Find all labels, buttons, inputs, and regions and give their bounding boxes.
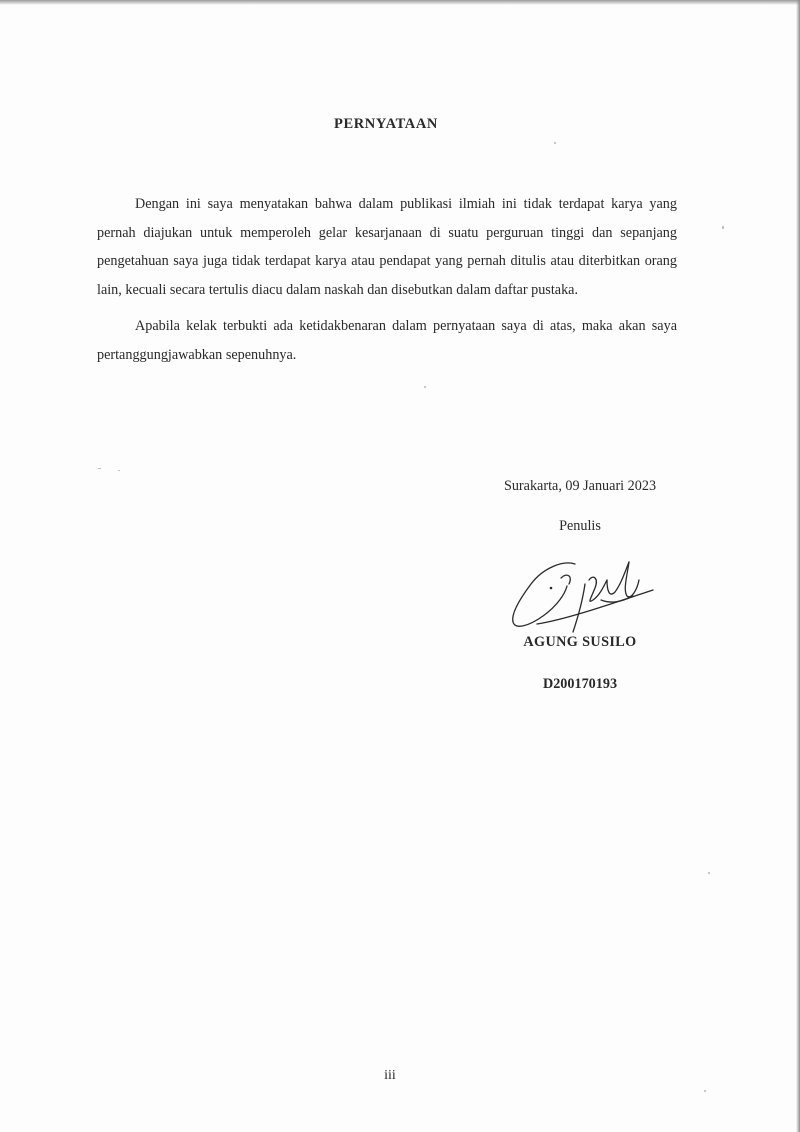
handwritten-signature [503,550,663,638]
scan-speck [722,226,724,229]
place-date: Surakarta, 09 Januari 2023 [503,478,657,494]
statement-paragraph-2: Apabila kelak terbukti ada ketidakbenaran dalam pernyataan saya di atas, maka akan saya pertanggungjawabkan sepenuhnya. [97,318,677,363]
student-id: D200170193 [542,676,618,692]
page-number: iii [384,1068,396,1083]
statement-paragraph-1: Dengan ini saya menyatakan bahwa dalam publikasi ilmiah ini tidak terdapat karya yang pernah diajukan untuk memperoleh gelar kesarjanaan di suatu perguruan tinggi dan sepanjang pengetahuan saya juga tidak terdapat karya atau pendapat yang pernah ditulis atau diterbitkan orang lain, kecuali secara tertulis diacu dalam naskah dan disebutkan dalam daftar pustaka. [97,196,677,298]
scan-speck [98,468,101,469]
statement-body [97,190,677,369]
signer-role: Penulis [559,518,601,534]
document-title: PERNYATAAN [333,116,439,132]
scan-edge-top [0,0,800,5]
scan-speck [708,872,710,874]
scan-speck [424,386,426,388]
author-name: AGUNG SUSILO [523,634,637,650]
scan-speck [704,1090,706,1092]
scan-edge-right [796,0,800,1132]
scan-speck [118,470,120,471]
scan-speck [554,142,556,144]
